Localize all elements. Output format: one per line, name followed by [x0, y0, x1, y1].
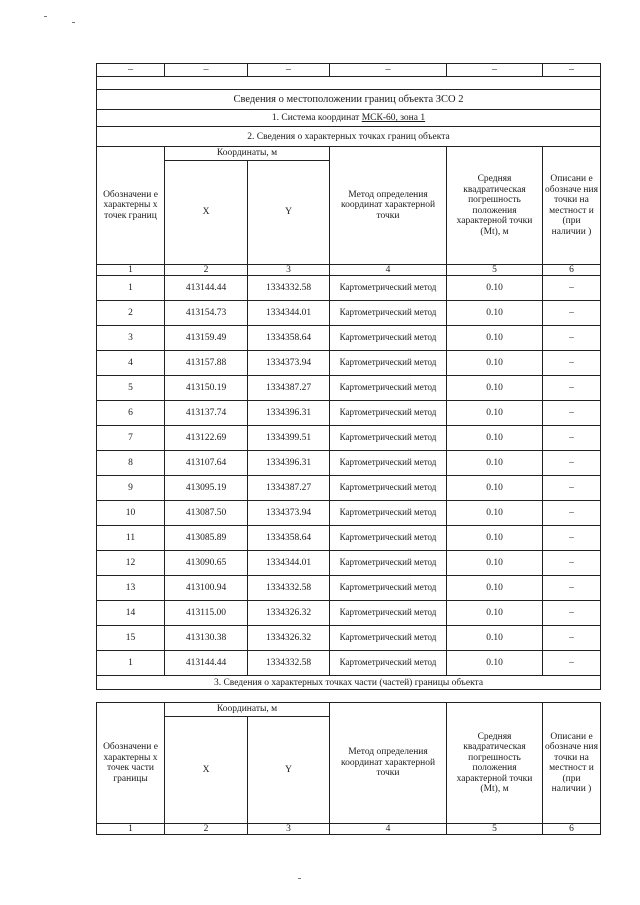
x-coordinate: 413144.44 — [165, 276, 248, 301]
x-header: X — [165, 161, 248, 265]
table-row — [97, 576, 601, 601]
x-coordinate: 413107.64 — [165, 451, 248, 476]
method: Картометрический метод — [330, 276, 447, 301]
method: Картометрический метод — [330, 601, 447, 626]
col-number: 1 — [97, 265, 165, 276]
accuracy-value: 0.10 — [447, 501, 543, 526]
table-row — [97, 501, 601, 526]
coordinates-header: Координаты, м — [165, 147, 330, 161]
method: Картометрический метод — [330, 501, 447, 526]
x-coordinate: 413095.19 — [165, 476, 248, 501]
points-rows — [97, 276, 601, 676]
x-coordinate: 413137.74 — [165, 401, 248, 426]
description-header-2: Описани е обозначе ния точки на местност и (при наличии ) — [543, 703, 601, 824]
method: Картометрический метод — [330, 301, 447, 326]
point-number: 7 — [97, 426, 165, 451]
point-number: 11 — [97, 526, 165, 551]
table-row — [97, 301, 601, 326]
point-description: – — [543, 276, 601, 301]
y-coordinate: 1334332.58 — [248, 576, 330, 601]
method: Картометрический метод — [330, 401, 447, 426]
table-row — [97, 476, 601, 501]
point-number: 4 — [97, 351, 165, 376]
section-1-coordinate-system — [97, 110, 601, 127]
point-description: – — [543, 601, 601, 626]
header-row-1 — [97, 147, 601, 161]
dash-cell: – — [543, 64, 601, 77]
accuracy-value: 0.10 — [447, 301, 543, 326]
col-number: 6 — [543, 824, 601, 835]
point-description: – — [543, 401, 601, 426]
method: Картометрический метод — [330, 526, 447, 551]
col-number: 4 — [330, 824, 447, 835]
coordinates-header-2: Координаты, м — [165, 703, 330, 717]
accuracy-value: 0.10 — [447, 401, 543, 426]
section-3-title: 3. Сведения о характерных точках части (частей) границы объекта — [97, 676, 601, 690]
table-row — [97, 601, 601, 626]
col-number: 4 — [330, 265, 447, 276]
table-row — [97, 351, 601, 376]
y-coordinate: 1334396.31 — [248, 451, 330, 476]
blank-row — [97, 77, 601, 90]
scan-speck — [44, 16, 47, 17]
boundary-points-table — [96, 63, 601, 690]
description-header: Описани е обозначе ния точки на местност и (при наличии ) — [543, 147, 601, 265]
col-number: 5 — [447, 265, 543, 276]
y-coordinate: 1334373.94 — [248, 351, 330, 376]
dash-cell: – — [447, 64, 543, 77]
point-number: 10 — [97, 501, 165, 526]
point-description: – — [543, 426, 601, 451]
col-part-point-label-header: Обозначени е характерны х точек части границы — [97, 703, 165, 824]
col-number: 2 — [165, 824, 248, 835]
method: Картометрический метод — [330, 626, 447, 651]
accuracy-value: 0.10 — [447, 276, 543, 301]
column-number-row-2 — [97, 824, 601, 835]
table-row — [97, 401, 601, 426]
coordinate-system-value: МСК-60, зона 1 — [361, 113, 426, 123]
point-number: 8 — [97, 451, 165, 476]
method: Картометрический метод — [330, 651, 447, 676]
col-number: 1 — [97, 824, 165, 835]
accuracy-value: 0.10 — [447, 451, 543, 476]
point-description: – — [543, 651, 601, 676]
col-number: 3 — [248, 824, 330, 835]
col-number: 2 — [165, 265, 248, 276]
method-header: Метод определения координат характерной точки — [330, 147, 447, 265]
method-header-2: Метод определения координат характерной точки — [330, 703, 447, 824]
y-coordinate: 1334399.51 — [248, 426, 330, 451]
top-dash-row — [97, 64, 601, 77]
point-number: 1 — [97, 651, 165, 676]
table-row — [97, 626, 601, 651]
y-coordinate: 1334373.94 — [248, 501, 330, 526]
x-coordinate: 413130.38 — [165, 626, 248, 651]
y-coordinate: 1334344.01 — [248, 301, 330, 326]
method: Картометрический метод — [330, 476, 447, 501]
x-coordinate: 413122.69 — [165, 426, 248, 451]
x-coordinate: 413159.49 — [165, 326, 248, 351]
method: Картометрический метод — [330, 551, 447, 576]
table-row — [97, 426, 601, 451]
y-coordinate: 1334332.58 — [248, 651, 330, 676]
table-row — [97, 526, 601, 551]
point-number: 12 — [97, 551, 165, 576]
point-number: 3 — [97, 326, 165, 351]
col-point-label-header: Обозначени е характерны х точек границ — [97, 147, 165, 265]
method: Картометрический метод — [330, 351, 447, 376]
x-coordinate: 413087.50 — [165, 501, 248, 526]
point-number: 14 — [97, 601, 165, 626]
accuracy-header: Средняя квадратическая погрешность положения характерной точки (Mt), м — [447, 147, 543, 265]
y-coordinate: 1334387.27 — [248, 376, 330, 401]
x-coordinate: 413085.89 — [165, 526, 248, 551]
point-number: 6 — [97, 401, 165, 426]
y-coordinate: 1334332.58 — [248, 276, 330, 301]
y-header-2: Y — [248, 717, 330, 824]
point-number: 13 — [97, 576, 165, 601]
accuracy-value: 0.10 — [447, 626, 543, 651]
x-coordinate: 413115.00 — [165, 601, 248, 626]
dash-cell: – — [248, 64, 330, 77]
point-description: – — [543, 351, 601, 376]
method: Картометрический метод — [330, 376, 447, 401]
scan-speck — [298, 878, 301, 879]
point-description: – — [543, 451, 601, 476]
accuracy-header-2: Средняя квадратическая погрешность положения характерной точки (Mt), м — [447, 703, 543, 824]
point-number: 15 — [97, 626, 165, 651]
dash-cell: – — [97, 64, 165, 77]
section-2-title: 2. Сведения о характерных точках границ объекта — [97, 127, 601, 147]
scan-speck — [72, 22, 75, 23]
x-coordinate: 413154.73 — [165, 301, 248, 326]
point-description: – — [543, 501, 601, 526]
x-coordinate: 413150.19 — [165, 376, 248, 401]
document-title: Сведения о местоположении границ объекта ЗСО 2 — [97, 90, 601, 110]
method: Картометрический метод — [330, 576, 447, 601]
table-row — [97, 326, 601, 351]
x-header-2: X — [165, 717, 248, 824]
point-description: – — [543, 301, 601, 326]
x-coordinate: 413144.44 — [165, 651, 248, 676]
table-row — [97, 551, 601, 576]
y-coordinate: 1334387.27 — [248, 476, 330, 501]
method: Картометрический метод — [330, 326, 447, 351]
part-boundary-points-table — [96, 702, 601, 835]
y-header: Y — [248, 161, 330, 265]
method: Картометрический метод — [330, 451, 447, 476]
x-coordinate: 413157.88 — [165, 351, 248, 376]
point-number: 2 — [97, 301, 165, 326]
header2-row-1 — [97, 703, 601, 717]
col-number: 5 — [447, 824, 543, 835]
point-description: – — [543, 526, 601, 551]
accuracy-value: 0.10 — [447, 376, 543, 401]
dash-cell: – — [330, 64, 447, 77]
accuracy-value: 0.10 — [447, 651, 543, 676]
y-coordinate: 1334358.64 — [248, 526, 330, 551]
col-number: 3 — [248, 265, 330, 276]
point-number: 9 — [97, 476, 165, 501]
dash-cell: – — [165, 64, 248, 77]
table-row — [97, 451, 601, 476]
accuracy-value: 0.10 — [447, 526, 543, 551]
point-number: 5 — [97, 376, 165, 401]
point-description: – — [543, 576, 601, 601]
table-row — [97, 376, 601, 401]
accuracy-value: 0.10 — [447, 551, 543, 576]
x-coordinate: 413100.94 — [165, 576, 248, 601]
y-coordinate: 1334358.64 — [248, 326, 330, 351]
point-description: – — [543, 476, 601, 501]
accuracy-value: 0.10 — [447, 326, 543, 351]
y-coordinate: 1334326.32 — [248, 601, 330, 626]
accuracy-value: 0.10 — [447, 601, 543, 626]
method: Картометрический метод — [330, 426, 447, 451]
y-coordinate: 1334344.01 — [248, 551, 330, 576]
y-coordinate: 1334326.32 — [248, 626, 330, 651]
accuracy-value: 0.10 — [447, 351, 543, 376]
x-coordinate: 413090.65 — [165, 551, 248, 576]
accuracy-value: 0.10 — [447, 576, 543, 601]
point-description: – — [543, 551, 601, 576]
point-description: – — [543, 326, 601, 351]
table-row — [97, 276, 601, 301]
point-description: – — [543, 626, 601, 651]
accuracy-value: 0.10 — [447, 476, 543, 501]
section-1-prefix: 1. Система координат — [271, 113, 362, 123]
table-row — [97, 651, 601, 676]
point-number: 1 — [97, 276, 165, 301]
col-number: 6 — [543, 265, 601, 276]
column-number-row — [97, 265, 601, 276]
point-description: – — [543, 376, 601, 401]
accuracy-value: 0.10 — [447, 426, 543, 451]
y-coordinate: 1334396.31 — [248, 401, 330, 426]
